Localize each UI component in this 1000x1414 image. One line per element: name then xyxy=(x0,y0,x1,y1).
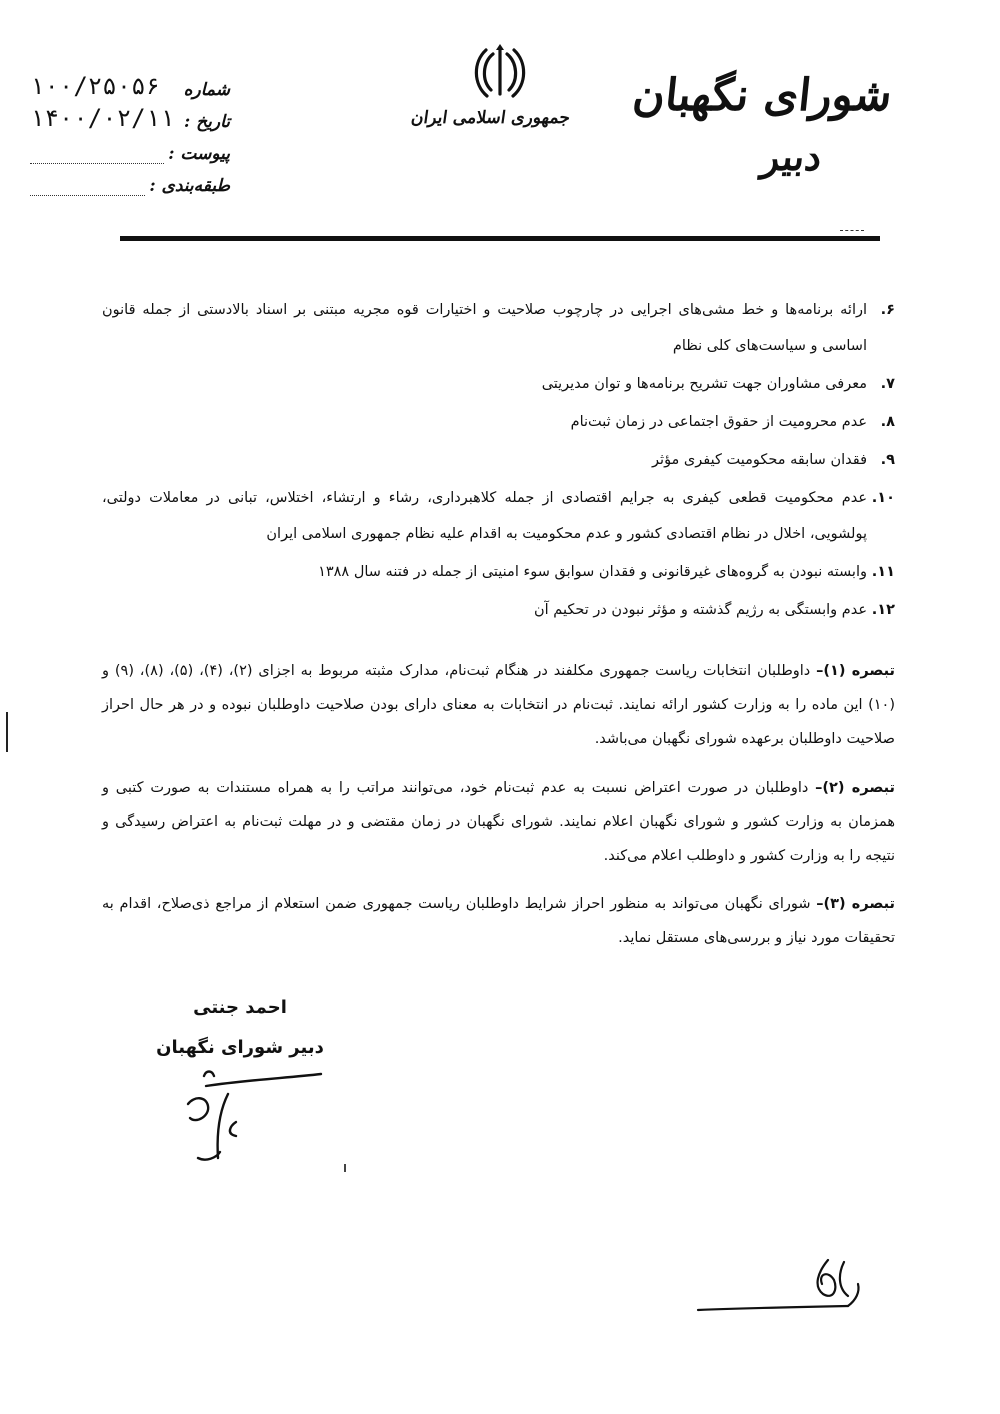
note-text: داوطلبان در صورت اعتراض نسبت به عدم ثبت‌نام خود، می‌توانند مراتب را به همراه مستندات به صورت کتبی و همزمان به وزارت کشور و شورای نگهبان اعلام نمایند. شورای نگهبان در زمان مقتضی و در مهلت ثبت‌نام به اعتراض رسیدگی و نتیجه را به وزارت کشور و داوطلب اعلام می‌کند. xyxy=(102,779,895,864)
list-item xyxy=(102,592,895,628)
note-title: تبصره (۱)– xyxy=(816,663,895,679)
attachment-blank xyxy=(30,147,164,164)
item-number: ۷. xyxy=(880,376,895,392)
margin-mark xyxy=(6,712,8,752)
list-item xyxy=(102,292,895,364)
date-value: ۱۴۰۰/۰۲/۱۱ xyxy=(30,104,175,132)
handwritten-signature-icon xyxy=(176,1066,326,1166)
item-text: فقدان سابقه محکومیت کیفری مؤثر xyxy=(652,452,867,468)
scan-speck xyxy=(344,1164,346,1172)
classification-label: طبقه‌بندی : xyxy=(149,176,230,196)
note-paragraph xyxy=(102,887,895,955)
note-paragraph xyxy=(102,654,895,756)
list-item xyxy=(102,442,895,478)
item-text: عدم وابستگی به رژیم گذشته و مؤثر نبودن در تحکیم آن xyxy=(534,602,867,618)
note-text: داوطلبان انتخابات ریاست جمهوری مکلفند در هنگام ثبت‌نام، مدارک مثبته مربوط به اجزای (۲)، (۴)، (۵)، (۸)، (۹) و (۱۰) این ماده را به وزارت کشور ارائه نمایند. ثبت‌نام در انتخابات به معنای دارای بودن صلاحیت داوطلبان نبوده و در هر حال احراز صلاحیت داوطلبان برعهده شورای نگهبان می‌باشد. xyxy=(102,663,895,747)
item-text: معرفی مشاوران جهت تشریح برنامه‌ها و توان مدیریتی xyxy=(541,376,867,392)
item-number: ۱۱. xyxy=(871,564,895,580)
organization-name: شورای نگهبان xyxy=(630,70,895,121)
note-text: شورای نگهبان می‌تواند به منظور احراز شرایط داوطلبان ریاست جمهوری ضمن استعلام از مراجع ذی‌صلاح، اقدام به تحقیقات مورد نیاز و بررسی‌های مستقل نماید. xyxy=(102,896,895,946)
item-text: ارائه برنامه‌ها و خط مشی‌های اجرایی در چارچوب صلاحیت و اختیارات قوه مجریه مبتنی بر اسناد بالادستی از جمله قانون اساسی و سیاست‌های کلی نظام xyxy=(102,302,867,354)
conditions-list xyxy=(102,292,895,628)
signatory-name: احمد جنتی xyxy=(193,997,287,1018)
note-title: تبصره (۳)– xyxy=(816,896,896,912)
organization-office: دبیر xyxy=(759,134,825,180)
number-value: ۱۰۰/۲۵۰۵۶ xyxy=(30,72,161,100)
number-label: شماره xyxy=(183,80,230,100)
item-text: عدم محکومیت قطعی کیفری به جرایم اقتصادی از جمله کلاهبرداری، رشاء و ارتشاء، اختلاس، تبانی در معاملات دولتی، پولشویی، اخلال در نظام اقتصادی کشور و عدم محکومیت به اقدام علیه نظام جمهوری اسلامی ایران xyxy=(102,490,867,542)
list-item xyxy=(102,404,895,440)
meta-date-row xyxy=(30,100,230,132)
item-number: ۱۰. xyxy=(871,490,895,506)
meta-classification-row xyxy=(30,164,230,196)
list-item xyxy=(102,366,895,402)
letter-body xyxy=(102,292,895,955)
item-text: وابسته نبودن به گروه‌های غیرقانونی و فقدان سوابق سوء امنیتی از جمله در فتنه سال ۱۳۸۸ xyxy=(318,564,867,580)
header-divider-tail xyxy=(840,230,864,231)
item-number: ۱۲. xyxy=(871,602,895,618)
note-paragraph xyxy=(102,771,895,873)
note-title: تبصره (۲)– xyxy=(815,779,895,796)
meta-attachment-row xyxy=(30,132,230,164)
signatory-title: دبیر شورای نگهبان xyxy=(156,1037,324,1058)
header-divider xyxy=(120,236,880,241)
attachment-label: پیوست : xyxy=(168,144,230,164)
iran-emblem-icon xyxy=(469,40,531,102)
item-number: ۹. xyxy=(880,452,895,468)
list-item xyxy=(102,480,895,552)
initials-mark-icon xyxy=(688,1250,868,1320)
meta-number-row xyxy=(30,68,230,100)
letter-meta xyxy=(30,68,230,196)
item-number: ۸. xyxy=(880,414,895,430)
letterhead-emblem xyxy=(409,40,572,128)
date-label: تاریخ : xyxy=(183,112,230,132)
signature-block xyxy=(140,988,340,1068)
item-text: عدم محرومیت از حقوق اجتماعی در زمان ثبت‌نام xyxy=(570,414,867,430)
classification-blank xyxy=(30,179,145,196)
letterhead-organization xyxy=(630,70,895,180)
item-number: ۶. xyxy=(880,302,895,318)
list-item xyxy=(102,554,895,590)
notes-section xyxy=(102,654,895,955)
republic-title: جمهوری اسلامی ایران xyxy=(409,108,572,128)
